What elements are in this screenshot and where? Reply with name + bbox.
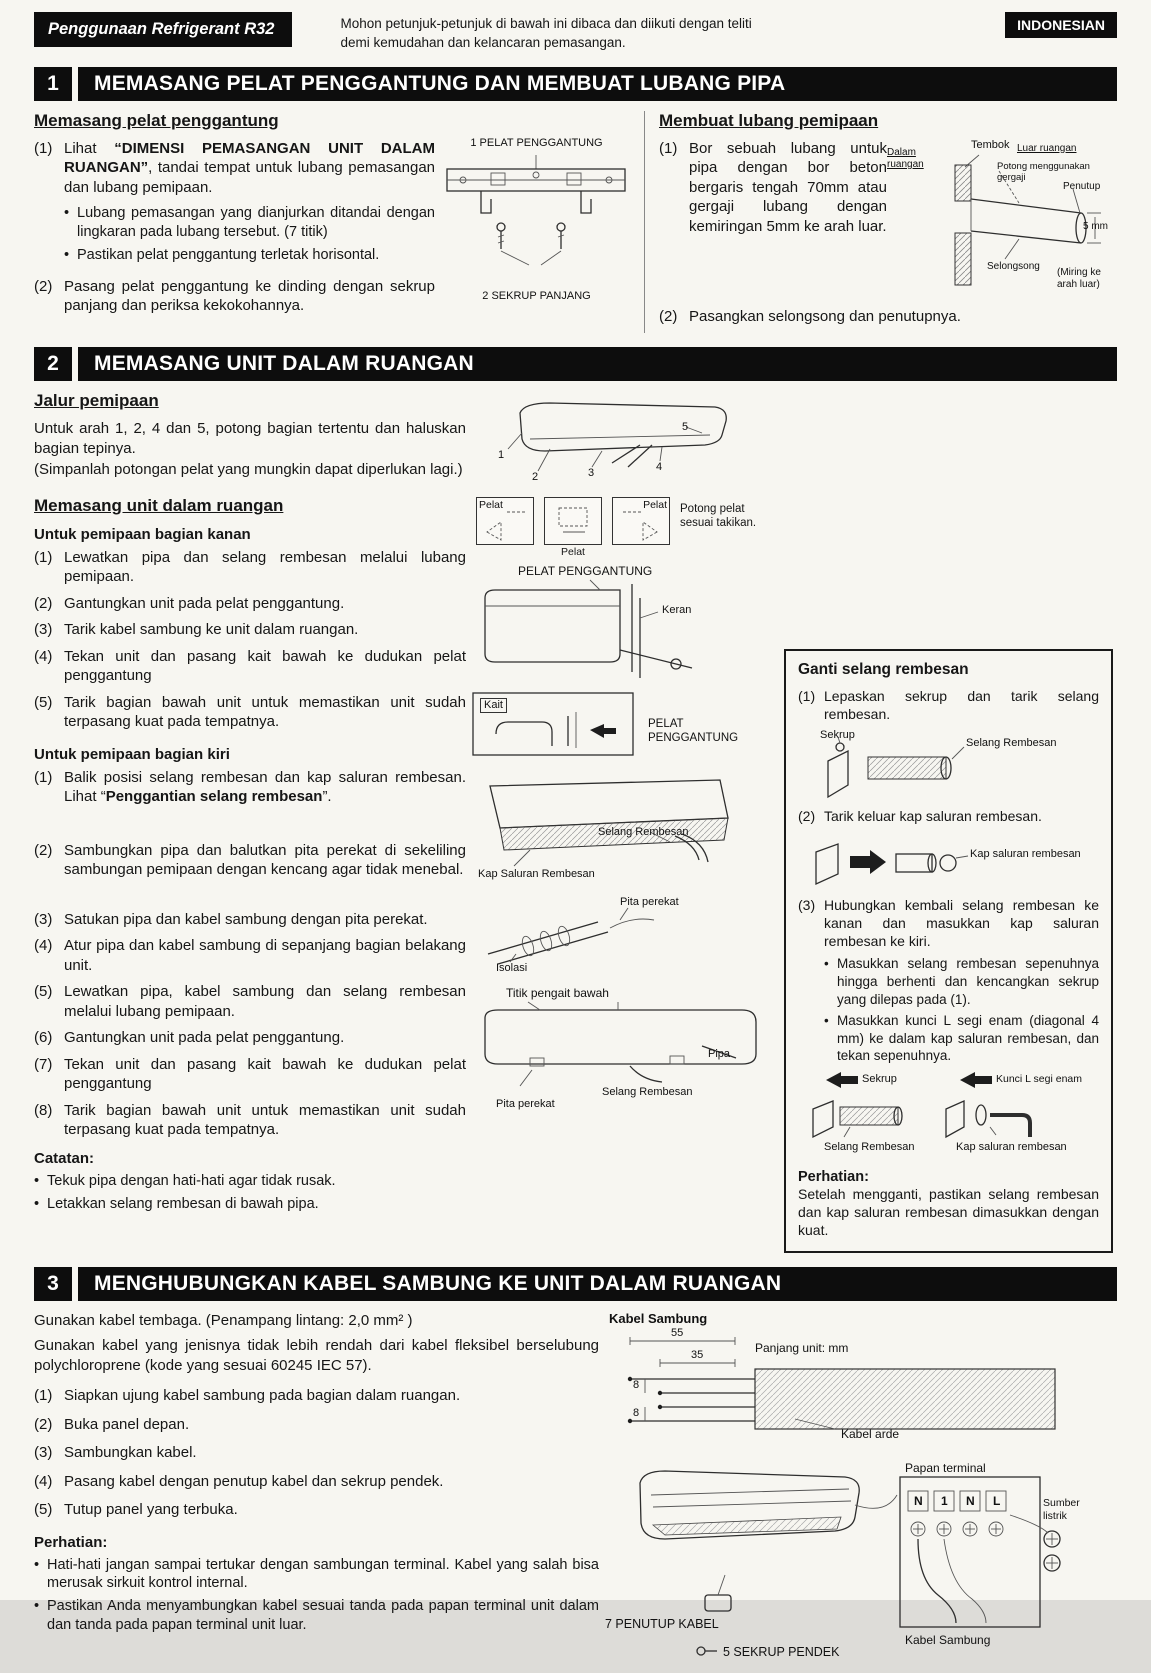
- item-number: (2): [34, 594, 53, 612]
- item-text: Sambungkan pipa dan balutkan pita perekat di sekeliling sambungan pemipaan dengan kencang agar tidak menebal.: [64, 841, 466, 879]
- item-number: (1): [34, 1387, 53, 1404]
- label-isolasi: Isolasi: [496, 962, 528, 975]
- s1-left-bullet-1: [64, 204, 435, 242]
- item-number: (7): [34, 1055, 53, 1073]
- item-number: (3): [34, 1444, 53, 1461]
- bullet-text: Pastikan Anda menyambungkan kabel sesuai tanda pada papan terminal unit dalam dan tanda pada papan terminal unit luar.: [47, 1598, 599, 1634]
- item-number: (4): [34, 647, 53, 665]
- ganti-bullet-1: [824, 955, 1099, 1008]
- label-pelat-penggantung-top: PELAT PENGGANTUNG: [518, 564, 653, 579]
- bullet-text: Letakkan selang rembesan di bawah pipa.: [47, 1195, 319, 1212]
- kanan-item-3: [34, 620, 466, 640]
- kanan-item-5: [34, 693, 466, 732]
- cut-point-2: 2: [532, 471, 539, 484]
- item-text: Satukan pipa dan kabel sambung dengan pita perekat.: [64, 910, 428, 928]
- kanan-item-2: [34, 594, 466, 614]
- page-header: [34, 12, 1117, 53]
- item-number: (4): [34, 937, 53, 955]
- label-pipa: Pipa: [708, 1048, 731, 1061]
- label-kabel-sambung-2: Kabel Sambung: [905, 1633, 991, 1648]
- ganti-figure-3: [798, 1069, 1096, 1161]
- kanan-item-4: [34, 647, 466, 686]
- item-number: (1): [34, 139, 53, 157]
- heading-membuat-lubang: Membuat lubang pemipaan: [659, 110, 879, 130]
- item-text: Gantungkan unit pada pelat penggantung.: [64, 1029, 345, 1047]
- item-text: Gantungkan unit pada pelat penggantung.: [64, 594, 345, 612]
- item-number: (1): [798, 688, 816, 705]
- kiri-item-4: [34, 936, 466, 975]
- ganti-figure-1: [798, 729, 1096, 801]
- plate-panel-1: [476, 497, 534, 545]
- hanging-plate-figure: [470, 564, 770, 682]
- item-text: Tekan unit dan pasang kait bawah ke dudukan pelat penggantung: [64, 647, 466, 685]
- section1-title: MEMASANG PELAT PENGGANTUNG DAN MEMBUAT LUBANG PIPA: [78, 67, 1117, 101]
- item-text-bold: Penggantian selang rembesan: [105, 788, 323, 806]
- bullet-text: Masukkan selang rembesan sepenuhnya hingga berhenti dan kencangkan sekrup yang dilepas pada (1).: [837, 956, 1099, 1007]
- bullet-text: Tekuk pipa dengan hati-hati agar tidak rusak.: [47, 1172, 336, 1189]
- heading-jalur-pemipaan: Jalur pemipaan: [34, 391, 159, 411]
- bullet-dot: •: [34, 1556, 40, 1573]
- s3-intro-2: Gunakan kabel yang jenisnya tidak lebih rendah dari kabel fleksibel berselubung polychloroprene (kode yang sesuai 60245 IEC 57).: [34, 1336, 599, 1374]
- terminal-board-diagram: [605, 1455, 1095, 1673]
- section2-number: 2: [34, 347, 72, 381]
- bullet-dot: •: [34, 1172, 40, 1189]
- label-pita-perekat-2: Pita perekat: [496, 1098, 555, 1111]
- label-5mm: 5 mm: [1083, 220, 1108, 232]
- label-pita-perekat: Pita perekat: [620, 896, 679, 909]
- item-number: (2): [34, 277, 53, 295]
- catatan-heading: Catatan:: [34, 1149, 95, 1167]
- label-luar-ruangan: Luar ruangan: [1017, 142, 1077, 154]
- item-text-post: , tandai tempat untuk lubang pemasangan dan lubang pemipaan.: [64, 159, 435, 196]
- label-dim-8a: 8: [633, 1379, 640, 1392]
- item-number: (3): [798, 896, 816, 913]
- label-titik-pengait: Titik pengait bawah: [506, 986, 609, 1001]
- label-sekrup-pendek: 5 SEKRUP PENDEK: [723, 1645, 840, 1660]
- panel-col-2: [544, 497, 602, 558]
- item-number: (6): [34, 1029, 53, 1047]
- section3-number: 3: [34, 1267, 72, 1301]
- kanan-item-1: [34, 548, 466, 587]
- language-badge: INDONESIAN: [1005, 12, 1117, 38]
- label-selang-rembesan-g3: Selang Rembesan: [824, 1140, 915, 1153]
- paragraph: (Simpanlah potongan pelat yang mungkin dapat diperlukan lagi.): [34, 461, 463, 479]
- refrigerant-badge: Penggunaan Refrigerant R32: [34, 12, 292, 47]
- label-kabel-sambung: Kabel Sambung: [609, 1311, 708, 1327]
- item-text: Tarik bagian bawah unit untuk memastikan unit sudah terpasang kuat pada tempatnya.: [64, 1101, 466, 1139]
- item-number: (1): [659, 139, 678, 157]
- label-sumber-listrik: Sumber listrik: [1043, 1497, 1080, 1522]
- jalur-p1: [34, 419, 466, 458]
- section2-title: MEMASANG UNIT DALAM RUANGAN: [78, 347, 1117, 381]
- bullet-dot: •: [64, 246, 70, 263]
- kiri-item-6: [34, 1028, 466, 1048]
- cable-dimension-figure: [605, 1311, 1085, 1449]
- item-text: Sambungkan kabel.: [64, 1444, 197, 1461]
- section2-bar: [34, 347, 1117, 381]
- drain-hose-figure: [470, 768, 770, 886]
- item-number: (8): [34, 1101, 53, 1119]
- cut-point-1: 1: [498, 449, 505, 462]
- label-pelat-b: Pelat: [561, 546, 585, 559]
- ganti-perhatian-heading: Perhatian:: [798, 1168, 869, 1185]
- label-pelat-penggantung: 1 PELAT PENGGANTUNG: [470, 136, 603, 149]
- ganti-heading: Ganti selang rembesan: [798, 661, 969, 679]
- plate-panel-3: [612, 497, 670, 545]
- s3-item-4: [34, 1472, 599, 1492]
- label-panjang-unit: Panjang unit: mm: [755, 1341, 849, 1356]
- label-potong-pelat: Potong pelat sesuai takikan.: [680, 503, 757, 530]
- subheading-kiri: Untuk pemipaan bagian kiri: [34, 745, 230, 763]
- label-potong-gergaji: Potong menggunakan gergaji: [997, 160, 1090, 183]
- item-text: Tekan unit dan pasang kait bawah ke dudukan pelat penggantung: [64, 1055, 466, 1093]
- label-penutup-kabel: 7 PENUTUP KABEL: [605, 1617, 719, 1632]
- item-number: (1): [34, 768, 53, 786]
- catatan-1: [34, 1172, 466, 1191]
- item-text: Tarik keluar kap saluran rembesan.: [824, 807, 1042, 824]
- s3-intro-1: Gunakan kabel tembaga. (Penampang lintang: 2,0 mm² ): [34, 1312, 413, 1330]
- item-text: [64, 768, 466, 807]
- s3-diagram-column: [599, 1311, 1117, 1673]
- bullet-text: Pastikan pelat penggantung terletak horisontal.: [77, 246, 380, 263]
- item-text: Siapkan ujung kabel sambung pada bagian dalam ruangan.: [64, 1387, 461, 1404]
- label-selongsong: Selongsong: [987, 260, 1040, 272]
- item-number: (2): [34, 1415, 53, 1433]
- label-dim-55: 55: [671, 1327, 684, 1340]
- terminal-letter-4: L: [993, 1494, 1001, 1509]
- s3-item-3: [34, 1443, 599, 1463]
- ganti-figure-2: [798, 830, 1096, 890]
- s1-left-item-2: [34, 277, 435, 316]
- item-number: (5): [34, 983, 53, 1001]
- s1-right-item-1: [659, 139, 887, 237]
- catatan-2: [34, 1195, 466, 1214]
- section3-title: MENGHUBUNGKAN KABEL SAMBUNG KE UNIT DALAM RUANGAN: [78, 1267, 1117, 1301]
- item-text-bold: “DIMENSI PEMASANGAN UNIT DALAM RUANGAN”: [64, 139, 436, 177]
- s1-left-item-1: [34, 139, 435, 198]
- label-penutup: Penutup: [1063, 180, 1101, 192]
- label-sekrup-panjang: 2 SEKRUP PANJANG: [482, 289, 591, 302]
- item-number: (5): [34, 693, 53, 711]
- s3-item-2: [34, 1415, 599, 1435]
- item-number: (2): [798, 807, 816, 824]
- item-number: (2): [34, 841, 53, 859]
- label-tembok: Tembok: [971, 138, 1010, 151]
- label-dim-8b: 8: [633, 1407, 640, 1420]
- s1-left-column: [34, 111, 634, 334]
- label-kait: Kait: [480, 698, 507, 713]
- ganti-perhatian-text: Setelah mengganti, pastikan selang rembesan dan kap saluran rembesan dimasukkan dengan kuat.: [798, 1185, 1099, 1239]
- s3-item-1: [34, 1386, 599, 1406]
- ganti-bullet-2: [824, 1012, 1099, 1065]
- kiri-item-1: [34, 768, 466, 807]
- bullet-dot: •: [64, 205, 70, 222]
- bullet-dot: •: [34, 1195, 40, 1212]
- s3-left-column: [34, 1311, 599, 1673]
- s3-perhatian-1: [34, 1556, 599, 1594]
- item-text: Tarik kabel sambung ke unit dalam ruangan.: [64, 621, 359, 639]
- bullet-dot: •: [824, 956, 829, 972]
- section1-content: [34, 111, 1117, 334]
- kiri-item-5: [34, 982, 466, 1021]
- s1-right-item-2: [659, 307, 1117, 327]
- item-text: Pasangkan selongsong dan penutupnya.: [689, 307, 961, 325]
- piping-direction-figure: [470, 391, 770, 493]
- bullet-dot: •: [824, 1013, 829, 1029]
- bullet-dot: •: [34, 1598, 40, 1615]
- s1-right-column: [644, 111, 1117, 334]
- kait-figure: [470, 686, 770, 760]
- item-number: (5): [34, 1501, 53, 1518]
- kiri-item-3: [34, 910, 466, 930]
- kiri-item-8: [34, 1101, 466, 1140]
- label-dalam-ruangan: Dalam ruangan: [887, 146, 924, 170]
- bullet-text: Lubang pemasangan yang dianjurkan ditandai dengan lingkaran pada lubang tersebut. (7 titik): [77, 205, 435, 241]
- label-kap-saluran-rembesan: Kap Saluran Rembesan: [478, 868, 595, 881]
- panel-col-1: [476, 497, 534, 545]
- ganti-selang-box: [784, 649, 1113, 1253]
- kiri-item-2: [34, 841, 466, 880]
- item-text: Buka panel depan.: [64, 1415, 190, 1433]
- section2-content: [34, 391, 1117, 1253]
- header-note: Mohon petunjuk-petunjuk di bawah ini dibaca dan diikuti dengan teliti demi kemudahan dan kelancaran pemasangan.: [340, 16, 752, 50]
- item-text: Lepaskan sekrup dan tarik selang rembesan.: [824, 688, 1099, 723]
- item-text-pre: Balik posisi selang rembesan dan kap saluran rembesan. Lihat “: [64, 768, 466, 806]
- s3-perhatian-2: [34, 1597, 599, 1635]
- jalur-p2: [34, 460, 466, 480]
- bullet-text: Masukkan kunci L segi enam (diagonal 4 mm) ke dalam kap saluran rembesan, dan tekan sepenuhnya.: [837, 1013, 1099, 1064]
- item-text: Tarik bagian bawah unit untuk memastikan unit sudah terpasang kuat pada tempatnya.: [64, 693, 466, 731]
- label-kap-saluran-g3: Kap saluran rembesan: [956, 1140, 1067, 1153]
- section3-bar: [34, 1267, 1117, 1301]
- section3-content: [34, 1311, 1117, 1673]
- terminal-letter-3: N: [966, 1494, 975, 1509]
- bullet-text: Hati-hati jangan sampai tertukar dengan sambungan terminal. Kabel yang salah bisa merusak sirkuit kontrol internal.: [47, 1556, 599, 1592]
- tape-wrap-figure: [470, 892, 760, 978]
- item-number: (2): [659, 307, 678, 325]
- label-keran: Keran: [662, 604, 692, 617]
- item-text: Atur pipa dan kabel sambung di sepanjang bagian belakang unit.: [64, 937, 466, 974]
- section1-bar: [34, 67, 1117, 101]
- plate-panel-2-diagram: [545, 498, 601, 544]
- s1-left-bullet-2: [64, 246, 435, 265]
- label-sekrup-1: Sekrup: [820, 728, 855, 741]
- section1-number: 1: [34, 67, 72, 101]
- terminal-letter-1: N: [914, 1494, 923, 1509]
- ganti-item-1: [798, 687, 1099, 723]
- bottom-hook-figure: [470, 986, 770, 1118]
- label-kabel-arde: Kabel arde: [841, 1427, 900, 1442]
- hanging-plate-diagram: [470, 580, 770, 680]
- label-kunci-l: Kunci L segi enam: [996, 1072, 1082, 1085]
- item-text-pre: Lihat: [64, 139, 115, 157]
- label-selang-rembesan-2: Selang Rembesan: [602, 1086, 693, 1099]
- item-text: Pasang kabel dengan penutup kabel dan sekrup pendek.: [64, 1472, 444, 1490]
- ganti-item-2: [798, 807, 1099, 825]
- label-selang-rembesan-g1: Selang Rembesan: [966, 736, 1057, 749]
- label-pelat-penggantung-side: PELAT PENGGANTUNG: [648, 718, 739, 744]
- item-text: Bor sebuah lubang untuk pipa dengan bor beton bergaris tengah 70mm atau gergaji lubang dengan kemiringan 5mm ke arah luar.: [689, 139, 887, 235]
- s3-item-5: [34, 1500, 599, 1520]
- item-text: Hubungkan kembali selang rembesan ke kanan dan masukkan kap saluran rembesan ke kiri.: [824, 896, 1099, 950]
- heading-memasang-pelat: Memasang pelat penggantung: [34, 110, 279, 130]
- heading-memasang-unit: Memasang unit dalam ruangan: [34, 495, 284, 515]
- item-text: [64, 139, 435, 198]
- kiri-item-7: [34, 1055, 466, 1094]
- label-selang-rembesan: Selang Rembesan: [598, 826, 689, 839]
- item-number: (3): [34, 621, 53, 639]
- s2-diagram-column: [466, 391, 784, 1253]
- label-dim-35: 35: [691, 1349, 704, 1362]
- item-text: Lewatkan pipa dan selang rembesan melalui lubang pemipaan.: [64, 548, 466, 586]
- label-papan-terminal: Papan terminal: [905, 1461, 986, 1476]
- mounting-plate-figure: [439, 137, 634, 305]
- s2-left-column: [34, 391, 466, 1253]
- item-number: (3): [34, 910, 53, 928]
- s3-perhatian-heading: Perhatian:: [34, 1533, 108, 1551]
- s2-right-column: [784, 391, 1113, 1253]
- item-text: Tutup panel yang terbuka.: [64, 1501, 238, 1518]
- item-number: (1): [34, 548, 53, 566]
- label-miring: (Miring ke arah luar): [1057, 266, 1101, 290]
- panel-col-3: [612, 497, 670, 545]
- cut-point-5: 5: [682, 421, 689, 434]
- item-text: Pasang pelat penggantung ke dinding dengan sekrup panjang dan periksa kekokohannya.: [64, 277, 435, 315]
- terminal-board-figure: [605, 1455, 1095, 1673]
- terminal-letter-2: 1: [941, 1494, 948, 1509]
- item-text: Lewatkan pipa, kabel sambung dan selang rembesan melalui lubang pemipaan.: [64, 983, 466, 1020]
- cut-point-3: 3: [588, 467, 595, 480]
- mounting-plate-diagram: [441, 153, 631, 271]
- ganti-item-3: [798, 896, 1099, 951]
- cut-point-4: 4: [656, 461, 663, 474]
- label-kap-saluran-g2: Kap saluran rembesan: [970, 847, 1081, 860]
- item-text-post: ”.: [322, 788, 332, 806]
- subheading-kanan: Untuk pemipaan bagian kanan: [34, 525, 251, 543]
- paragraph: Untuk arah 1, 2, 4 dan 5, potong bagian tertentu dan haluskan bagian tepinya.: [34, 420, 466, 457]
- label-pelat-a: Pelat: [479, 499, 503, 512]
- plate-cut-panels: [476, 497, 784, 558]
- wall-hole-figure: [887, 139, 1115, 307]
- label-pelat-c: Pelat: [643, 499, 667, 512]
- plate-panel-2: [544, 497, 602, 545]
- label-sekrup-3: Sekrup: [862, 1072, 897, 1085]
- item-number: (4): [34, 1472, 53, 1490]
